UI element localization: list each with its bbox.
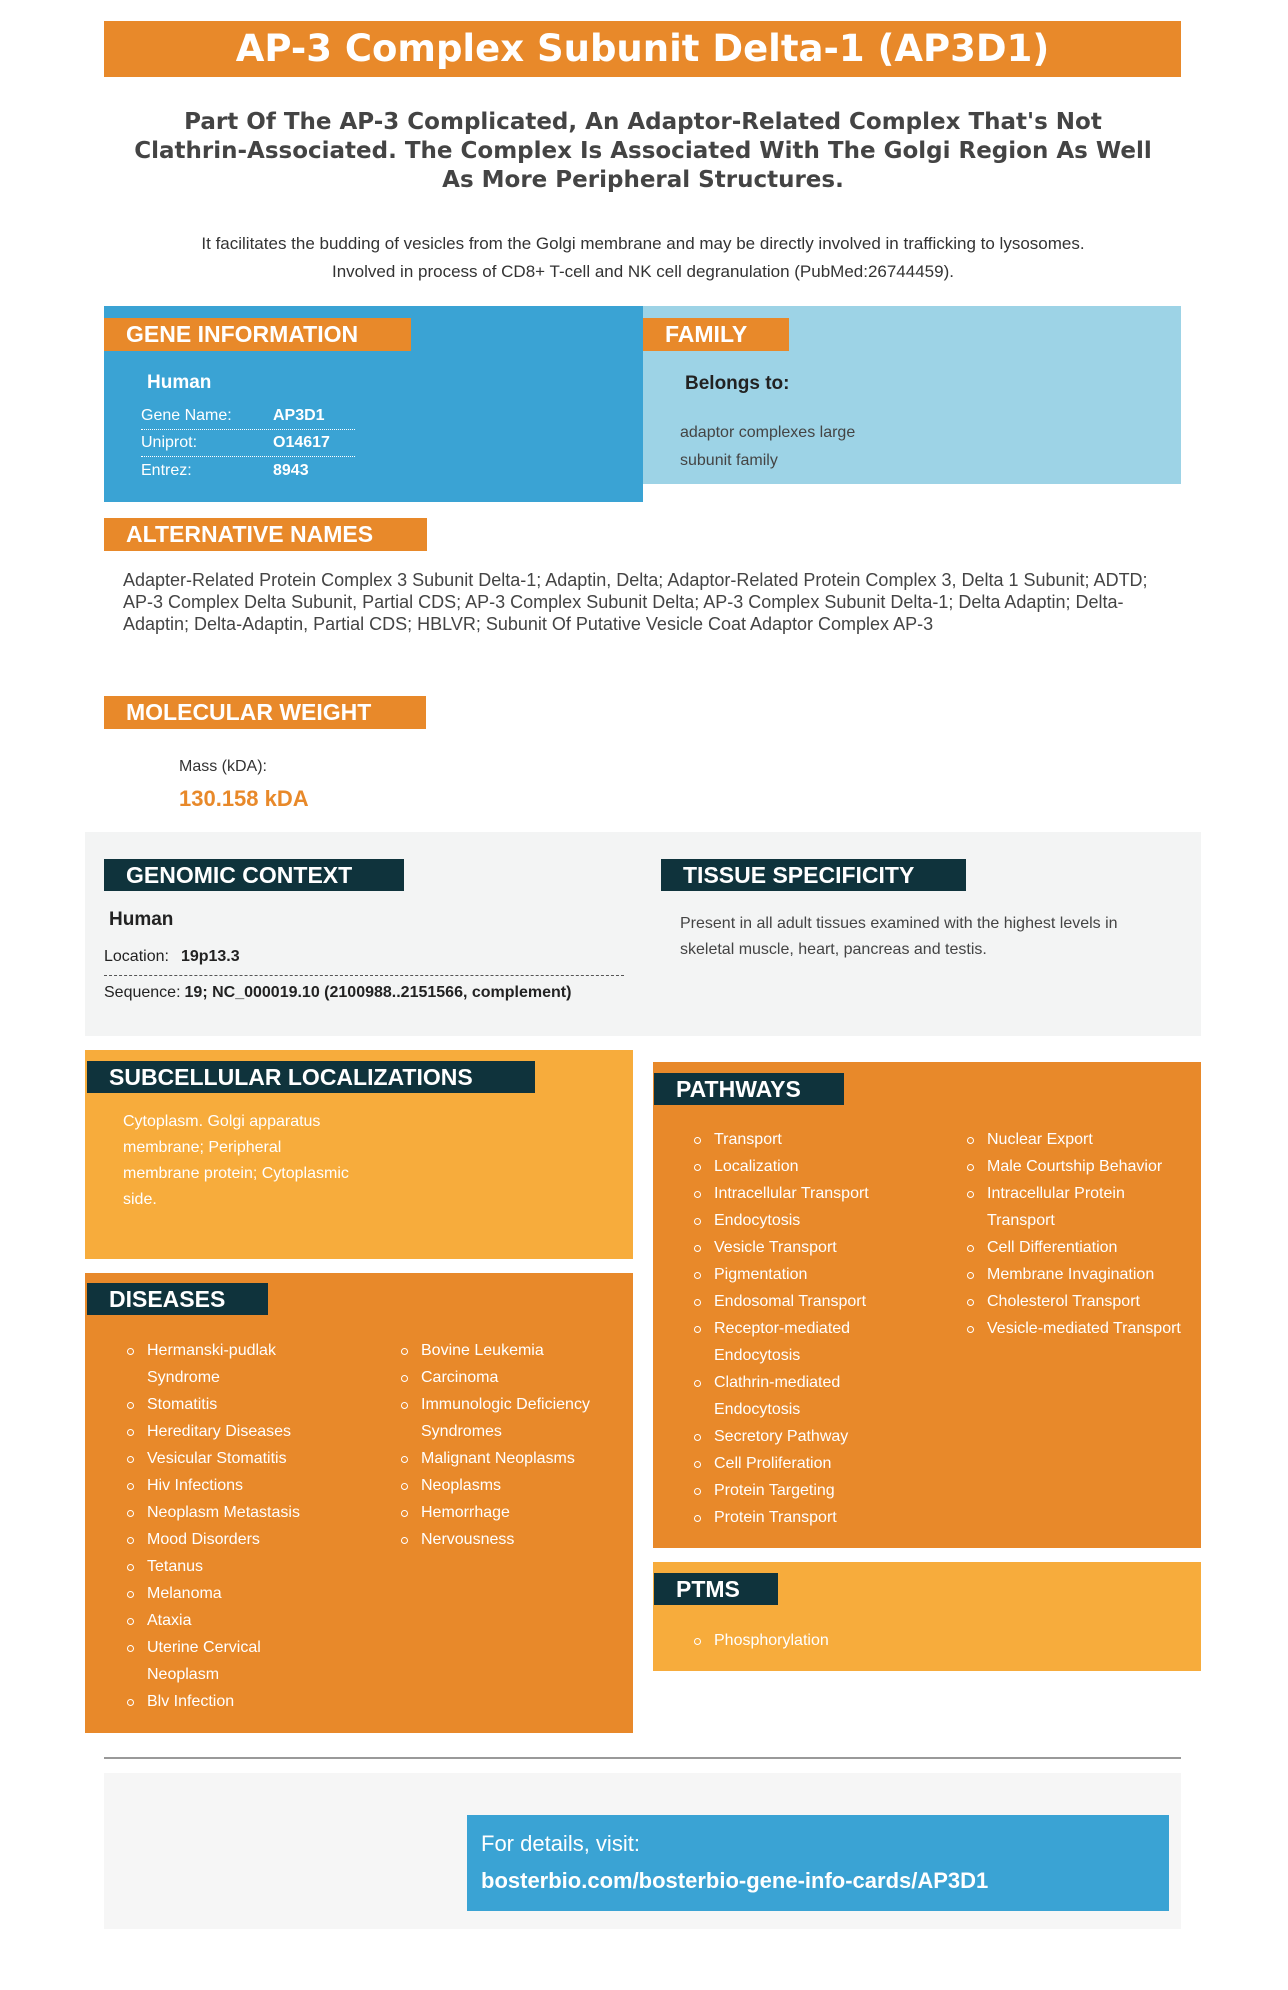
list-item: Intracellular Protein Transport <box>964 1180 1194 1234</box>
gene-row-label: Entrez: <box>141 461 192 479</box>
family-header: FAMILY <box>643 318 789 351</box>
list-item: Protein Targeting <box>691 1477 891 1504</box>
list-item: Mood Disorders <box>124 1526 314 1553</box>
list-item: Receptor-mediated Endocytosis <box>691 1315 891 1369</box>
gene-row <box>141 430 355 457</box>
genomic-sequence <box>104 975 624 1002</box>
list-item: Vesicular Stomatitis <box>124 1445 314 1472</box>
list-item: Neoplasms <box>398 1472 623 1499</box>
list-item: Cell Differentiation <box>964 1234 1194 1261</box>
list-item: Bovine Leukemia <box>398 1337 623 1364</box>
gene-row-label: Gene Name: <box>141 407 232 424</box>
pathways-list-col1 <box>691 1126 891 1531</box>
tissue-specificity-header: TISSUE SPECIFICITY <box>661 859 966 891</box>
location-value: 19p13.3 <box>180 948 240 965</box>
list-item: Nuclear Export <box>964 1126 1194 1153</box>
subcellular-header: SUBCELLULAR LOCALIZATIONS <box>87 1061 535 1093</box>
list-item: Carcinoma <box>398 1364 623 1391</box>
list-item: Tetanus <box>124 1553 314 1580</box>
mass-label: Mass (kDA): <box>179 758 267 775</box>
gene-row <box>141 457 355 484</box>
list-item: Hermanski-pudlak Syndrome <box>124 1337 314 1391</box>
gene-info-table <box>141 403 355 484</box>
ptms-list <box>691 1627 991 1654</box>
gene-organism: Human <box>147 372 212 393</box>
list-item: Male Courtship Behavior <box>964 1153 1194 1180</box>
divider <box>104 1757 1181 1759</box>
ptms-header: PTMS <box>654 1573 778 1605</box>
alternative-names-text: Adapter-Related Protein Complex 3 Subunit Delta-1; Adaptin, Delta; Adaptor-Related Protein Complex 3, Delta 1 Subunit; ADTD; AP-3 Complex Delta Subunit, Partial CDS; AP-3 Complex Subunit Delta; AP-3 Complex Subunit Delta-1; Delta Adaptin; Delta-Adaptin; Delta-Adaptin, Partial CDS; HBLVR; Subunit Of Putative Vesicle Coat Adaptor Complex AP-3 <box>123 570 1148 634</box>
description <box>130 230 1156 286</box>
list-item: Phosphorylation <box>691 1627 991 1654</box>
description-line: It facilitates the budding of vesicles from the Golgi membrane and may be directly involved in trafficking to lysosomes. <box>201 234 1085 253</box>
details-label: For details, visit: <box>481 1831 640 1856</box>
list-item: Ataxia <box>124 1607 314 1634</box>
mass-value: 130.158 kDA <box>179 786 309 811</box>
gene-row-value: AP3D1 <box>273 407 325 424</box>
list-item: Neoplasm Metastasis <box>124 1499 314 1526</box>
list-item: Endosomal Transport <box>691 1288 891 1315</box>
alternative-names-header: ALTERNATIVE NAMES <box>104 518 427 551</box>
family-line: adaptor complexes large <box>680 424 856 441</box>
gene-row-label: Uniprot: <box>141 434 198 451</box>
list-item: Nervousness <box>398 1526 623 1553</box>
diseases-header: DISEASES <box>87 1283 268 1315</box>
subtitle: Part Of The AP-3 Complicated, An Adaptor-Related Complex That's Not Clathrin-Associated. The Complex Is Associated With The Golgi Region As Well As More Peripheral Structures. <box>134 109 1152 193</box>
subcellular-text: Cytoplasm. Golgi apparatus membrane; Peripheral membrane protein; Cytoplasmic side. <box>123 1113 349 1208</box>
genomic-location <box>104 948 240 966</box>
list-item: Protein Transport <box>691 1504 891 1531</box>
molecular-weight-header: MOLECULAR WEIGHT <box>104 696 426 729</box>
list-item: Endocytosis <box>691 1207 891 1234</box>
pathways-header: PATHWAYS <box>654 1073 844 1105</box>
list-item: Hereditary Diseases <box>124 1418 314 1445</box>
diseases-list-col1 <box>124 1337 314 1715</box>
list-item: Vesicle Transport <box>691 1234 891 1261</box>
list-item: Cell Proliferation <box>691 1450 891 1477</box>
list-item: Secretory Pathway <box>691 1423 891 1450</box>
family-belongs-label: Belongs to: <box>685 373 790 394</box>
family-text <box>680 419 855 475</box>
gene-row-value: 8943 <box>273 461 309 479</box>
list-item: Pigmentation <box>691 1261 891 1288</box>
genomic-context-header: GENOMIC CONTEXT <box>104 859 404 891</box>
details-link-box[interactable] <box>467 1815 1169 1911</box>
list-item: Blv Infection <box>124 1688 314 1715</box>
list-item: Vesicle-mediated Transport <box>964 1315 1194 1342</box>
gene-row-value: O14617 <box>273 434 330 451</box>
list-item: Transport <box>691 1126 891 1153</box>
list-item: Immunologic Deficiency Syndromes <box>398 1391 623 1445</box>
genomic-organism: Human <box>109 909 174 930</box>
list-item: Hiv Infections <box>124 1472 314 1499</box>
list-item: Malignant Neoplasms <box>398 1445 623 1472</box>
list-item: Stomatitis <box>124 1391 314 1418</box>
list-item: Clathrin-mediated Endocytosis <box>691 1369 891 1423</box>
details-url-link[interactable]: bosterbio.com/bosterbio-gene-info-cards/AP3D1 <box>481 1868 989 1893</box>
list-item: Membrane Invagination <box>964 1261 1194 1288</box>
gene-row <box>141 403 355 430</box>
gene-information-header: GENE INFORMATION <box>104 318 411 351</box>
list-item: Hemorrhage <box>398 1499 623 1526</box>
list-item: Localization <box>691 1153 891 1180</box>
diseases-list-col2 <box>398 1337 623 1553</box>
list-item: Melanoma <box>124 1580 314 1607</box>
list-item: Uterine Cervical Neoplasm <box>124 1634 314 1688</box>
description-line: Involved in process of CD8+ T-cell and NK cell degranulation (PubMed:26744459). <box>332 262 954 281</box>
list-item: Intracellular Transport <box>691 1180 891 1207</box>
tissue-specificity-text: Present in all adult tissues examined with the highest levels in skeletal muscle, heart, pancreas and testis. <box>680 915 1118 958</box>
sequence-value: 19; NC_000019.10 (2100988..2151566, complement) <box>184 984 572 1001</box>
sequence-label: Sequence: <box>104 984 181 1001</box>
page-title: AP-3 Complex Subunit Delta-1 (AP3D1) <box>104 21 1181 77</box>
family-line: subunit family <box>680 452 778 469</box>
pathways-list-col2 <box>964 1126 1194 1342</box>
list-item: Cholesterol Transport <box>964 1288 1194 1315</box>
location-label: Location: <box>104 948 169 965</box>
